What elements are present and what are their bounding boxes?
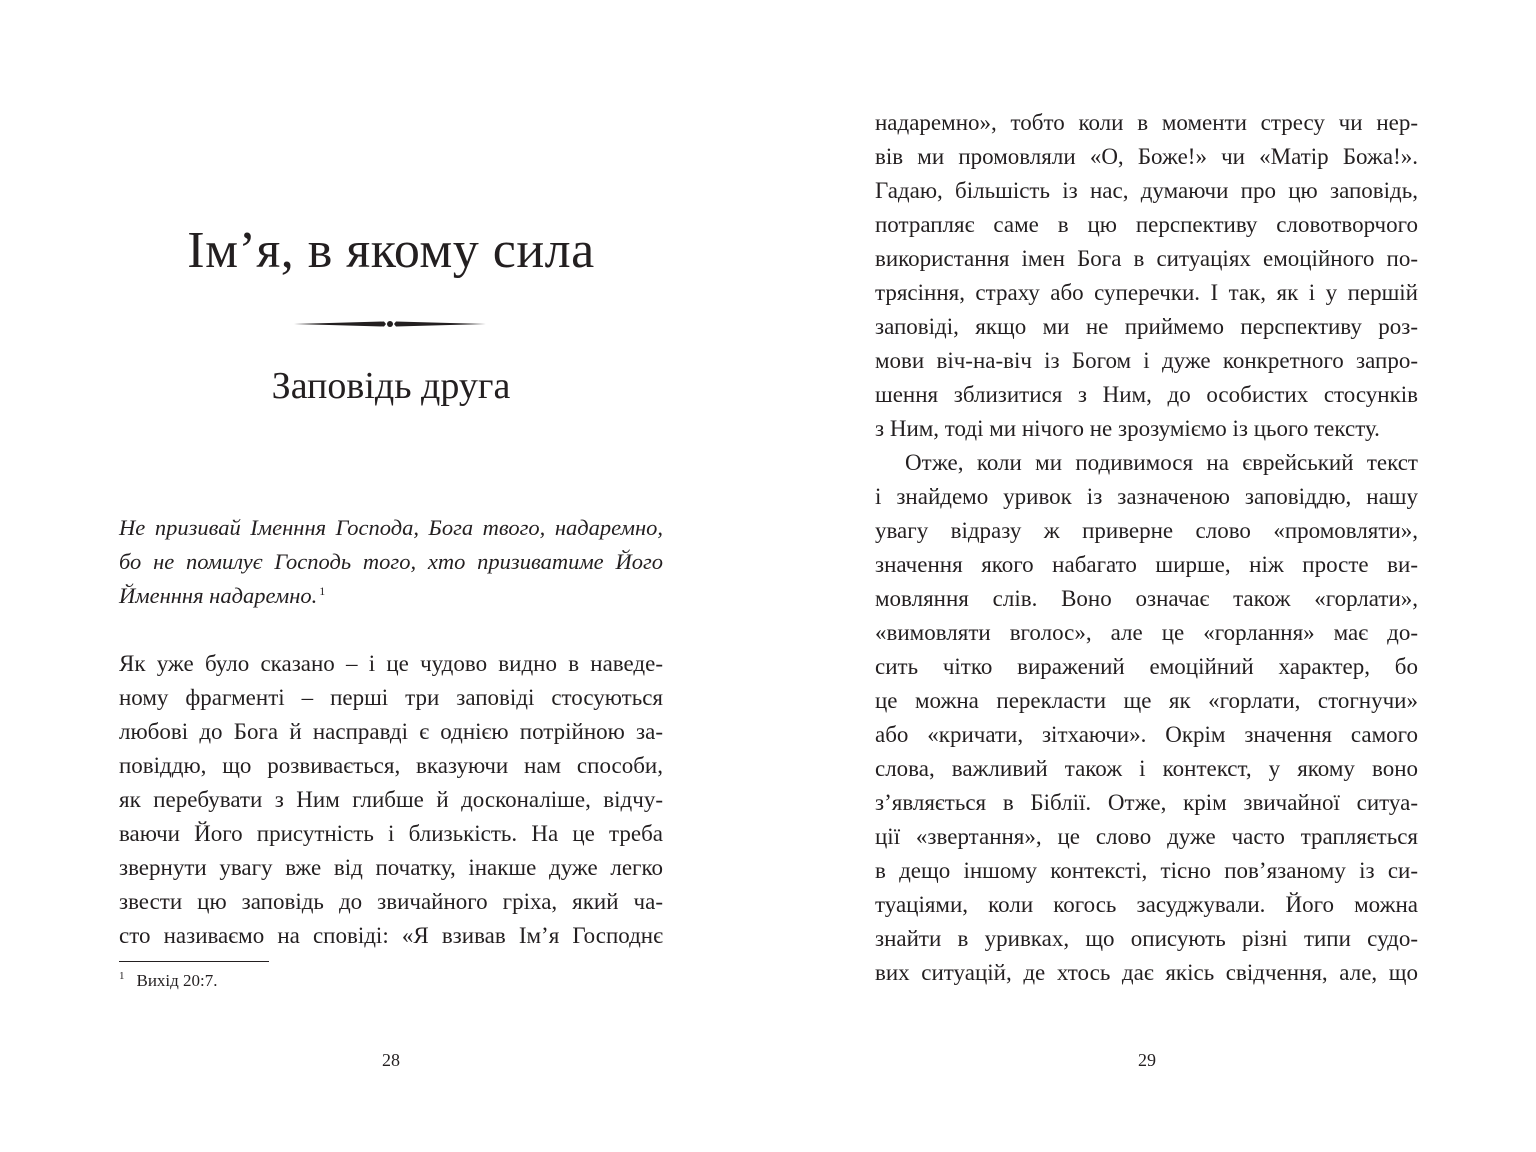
footnote-rule xyxy=(119,961,269,962)
text-line: мовляння слів. Воно означає також «горлати», xyxy=(875,586,1418,611)
text-line: Як уже було сказано – і це чудово видно в наведе- xyxy=(119,651,663,676)
text-line: звернути увагу вже від початку, інакше дуже легко xyxy=(119,855,663,880)
epigraph-line: Не призивай Іменння Господа, Бога твого, надаремно, xyxy=(119,515,663,540)
chapter-subtitle: Заповідь друга xyxy=(271,365,511,407)
text-line: це можна перекласти ще як «горлати, стогнучи» xyxy=(875,688,1418,713)
text-line: знайти в уривках, що описують різні типи судо- xyxy=(875,926,1418,951)
text-line: сить чітко виражений емоційний характер, бо xyxy=(875,654,1418,679)
epigraph xyxy=(119,511,663,613)
text-line: «вимовляти вголос», але це «горлання» має до- xyxy=(875,620,1418,645)
text-line: використання імен Бога в ситуаціях емоційного по- xyxy=(875,246,1418,271)
text-line: шення зблизитися з Ним, до особистих стосунків xyxy=(875,382,1418,407)
page-number: 29 xyxy=(1138,1050,1156,1070)
text-line: вів ми промовляли «О, Боже!» чи «Матір Божа!». xyxy=(875,144,1418,169)
text-line: або «кричати, зітхаючи». Окрім значення самого xyxy=(875,722,1418,747)
epigraph-line-last xyxy=(119,579,663,613)
text-line: Отже, коли ми подивимося на єврейський текст xyxy=(905,450,1418,475)
text-line: ції «звертання», це слово дуже часто трапляється xyxy=(875,824,1418,849)
text-line: надаремно», тобто коли в моменти стресу чи нер- xyxy=(875,110,1418,135)
body-text-left xyxy=(119,647,663,953)
text-line: Гадаю, більшість із нас, думаючи про цю заповідь, xyxy=(875,178,1418,203)
footnote-reference: 1 xyxy=(319,583,326,598)
text-line: мови віч-на-віч із Богом і дуже конкретного запро- xyxy=(875,348,1418,373)
ornament-divider xyxy=(294,316,486,332)
text-line: значення якого набагато ширше, ніж просте ви- xyxy=(875,552,1418,577)
footnote-text: Вихід 20:7. xyxy=(136,971,218,990)
epigraph-line: бо не помилує Господь того, хто призиватиме Його xyxy=(119,549,663,574)
text-line: ному фрагменті – перші три заповіді стосуються xyxy=(119,685,663,710)
text-line: з’являється в Біблії. Отже, крім звичайної ситуа- xyxy=(875,790,1418,815)
text-line: звести цю заповідь до звичайного гріха, який ча- xyxy=(119,889,663,914)
page-number: 28 xyxy=(382,1050,400,1070)
text-line: сто називаємо на сповіді: «Я взивав Ім’я Господнє xyxy=(119,923,663,948)
text-line: слова, важливий також і контекст, у якому воно xyxy=(875,756,1418,781)
text-line: любові до Бога й насправді є однією потрійною за- xyxy=(119,719,663,744)
footnote-number: 1 xyxy=(119,970,125,983)
text-line: потрапляє саме в цю перспективу словотворчого xyxy=(875,212,1418,237)
text-line: увагу відразу ж приверне слово «промовляти», xyxy=(875,518,1418,543)
text-line: ваючи Його присутність і близькість. На це треба xyxy=(119,821,663,846)
chapter-title: Ім’я, в якому сила xyxy=(187,222,595,279)
epigraph-line: Йменння надаремно. xyxy=(119,583,318,608)
text-line: повіддю, що розвивається, вказуючи нам способи, xyxy=(119,753,663,778)
text-line: вих ситуацій, де хтось дає якісь свідчення, але, що xyxy=(875,960,1418,985)
text-line: і знайдемо уривок із зазначеною заповіддю, нашу xyxy=(875,484,1418,509)
text-line: як перебувати з Ним глибше й досконаліше, відчу- xyxy=(119,787,663,812)
text-line: туаціями, коли когось засуджували. Його можна xyxy=(875,892,1418,917)
text-line: з Ним, тоді ми нічого не зрозуміємо із цього тексту. xyxy=(875,416,1380,441)
body-text-right xyxy=(875,106,1418,990)
footnote xyxy=(119,969,218,993)
text-line: заповіді, якщо ми не приймемо перспективу роз- xyxy=(875,314,1418,339)
text-line: в дещо іншому контексті, тісно пов’язаному із си- xyxy=(875,858,1418,883)
text-line: трясіння, страху або суперечки. І так, як і у першій xyxy=(875,280,1418,305)
